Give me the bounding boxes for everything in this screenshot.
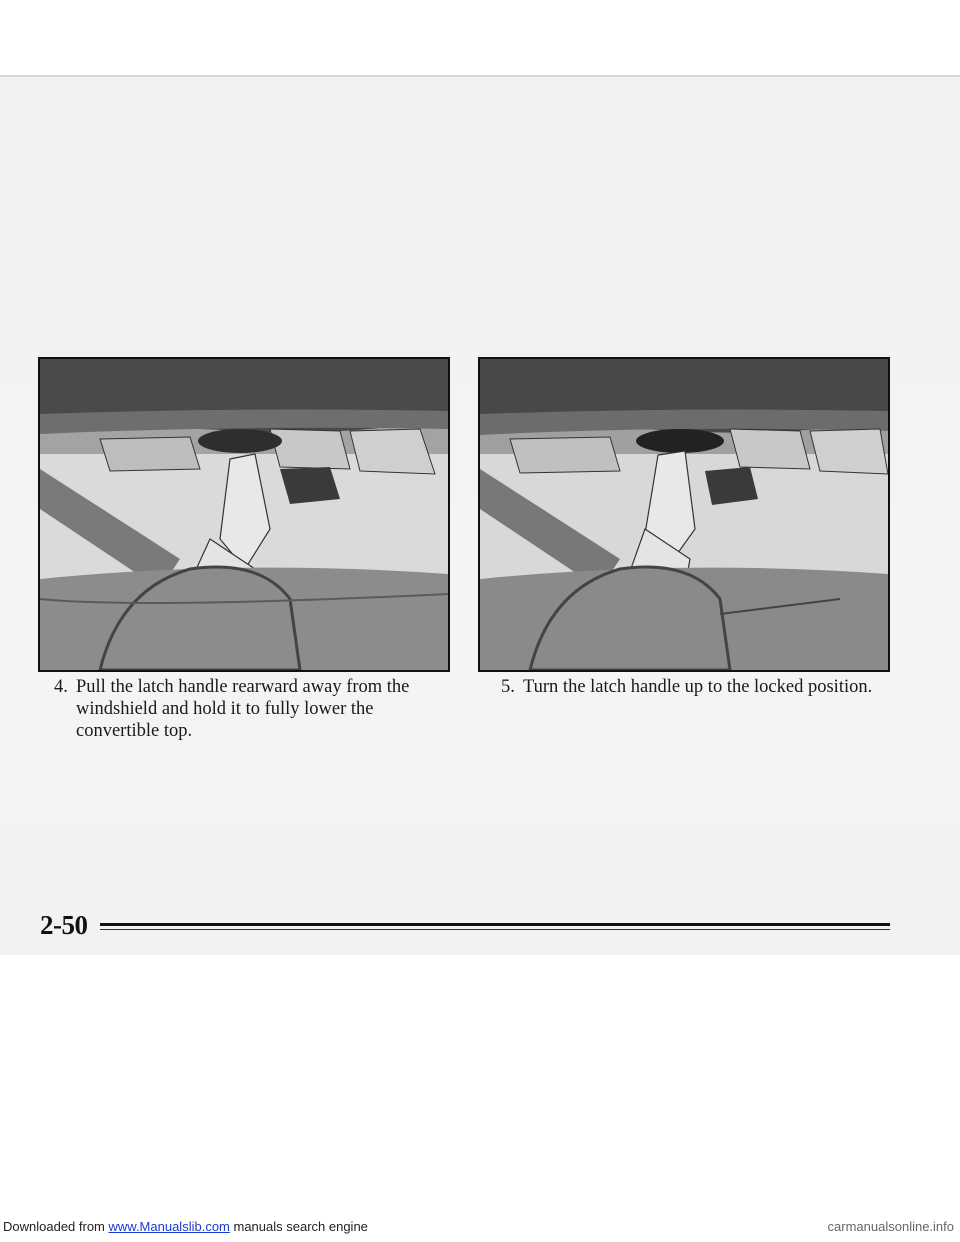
footer-suffix: manuals search engine (229, 1219, 368, 1234)
watermark: carmanualsonline.info (827, 1219, 954, 1234)
step-4 (54, 676, 434, 742)
page-top-edge (0, 75, 960, 77)
footer-prefix: Downloaded from (3, 1219, 109, 1234)
footer-rule (100, 923, 890, 926)
footer-rule-thin (100, 929, 890, 930)
illustration-step-5 (478, 357, 890, 672)
page-number: 2-50 (40, 910, 88, 940)
step-4-number: 4. (54, 677, 68, 697)
illustration-step-4 (38, 357, 450, 672)
step-5-text: Turn the latch handle up to the locked position. (523, 677, 873, 697)
step-5-number: 5. (501, 677, 515, 697)
manualslib-link[interactable]: www.Manualslib.com (108, 1219, 230, 1234)
step-5 (501, 676, 901, 698)
step-4-text: Pull the latch handle rearward away from the windshield and hold it to fully lower the convertible top. (76, 677, 410, 741)
download-footer (3, 1219, 368, 1234)
